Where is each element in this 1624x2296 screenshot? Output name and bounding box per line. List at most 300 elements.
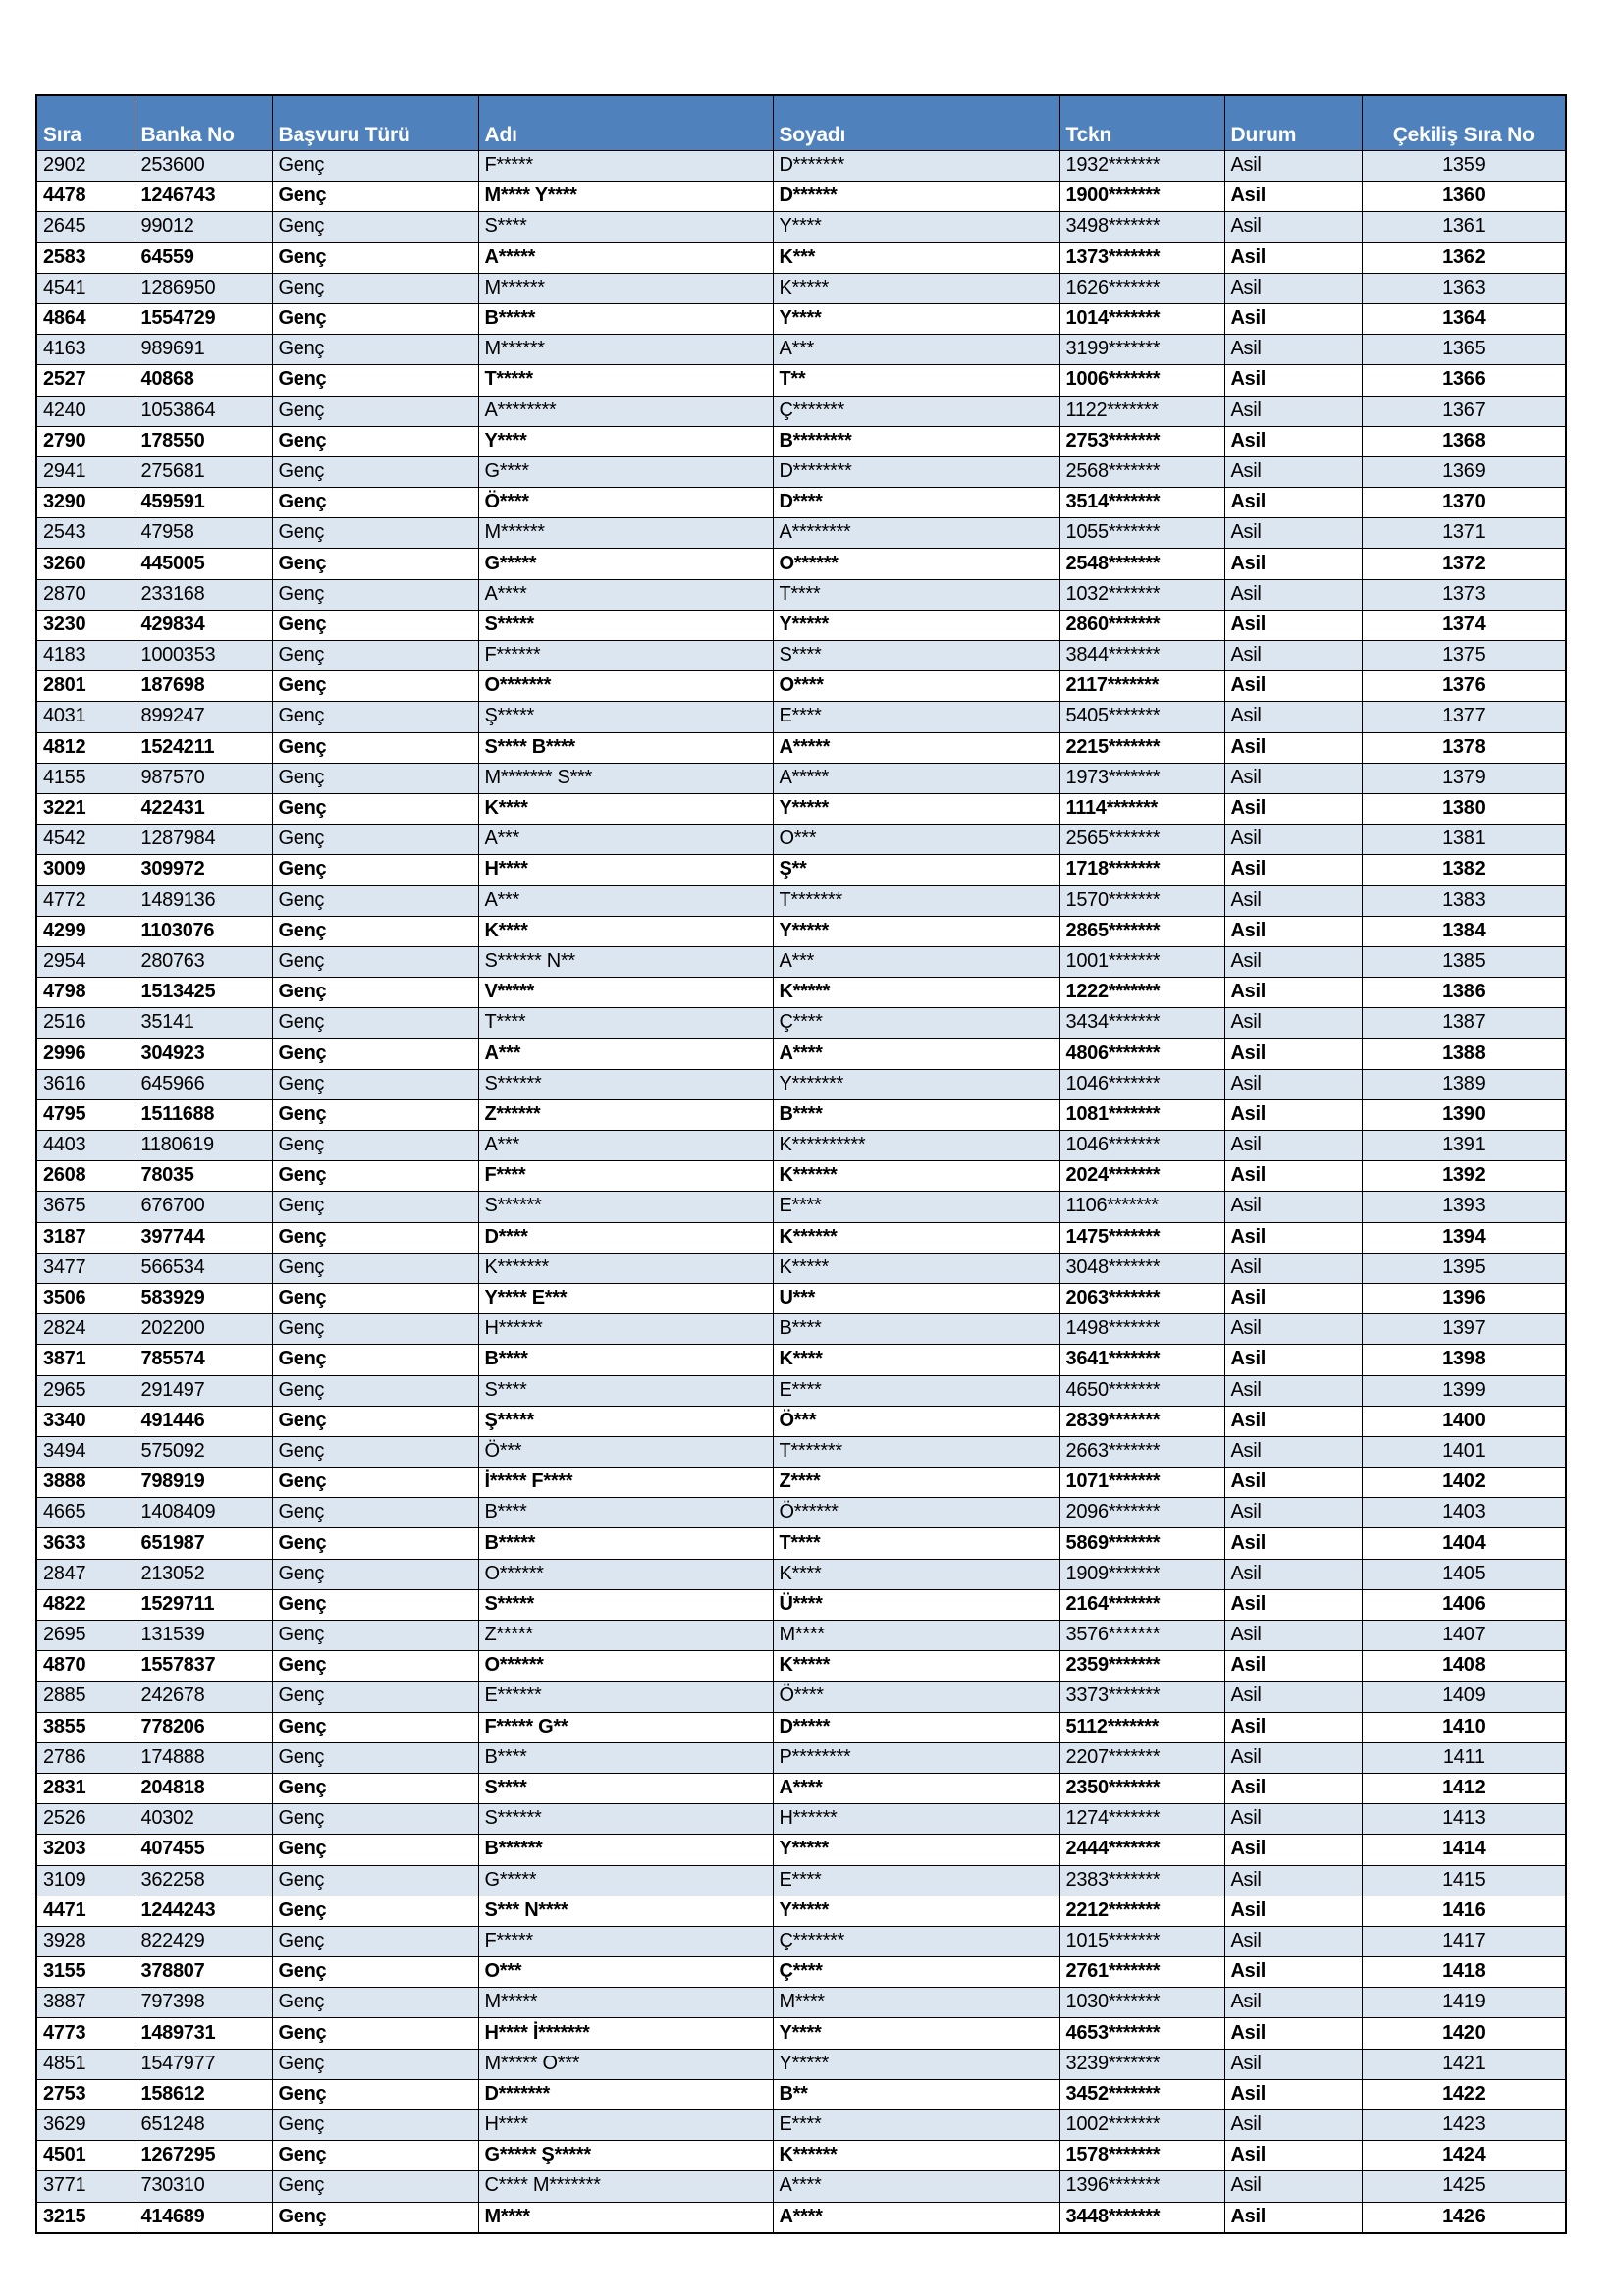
cell-durum: Asil bbox=[1224, 1835, 1362, 1865]
results-table bbox=[35, 94, 1567, 2234]
cell-soyadi: O****** bbox=[773, 549, 1059, 579]
cell-cekilis-sira-no: 1389 bbox=[1362, 1069, 1566, 1099]
cell-cekilis-sira-no: 1419 bbox=[1362, 1988, 1566, 2018]
cell-adi: B***** bbox=[478, 303, 773, 334]
cell-adi: F**** bbox=[478, 1161, 773, 1192]
cell-soyadi: D**** bbox=[773, 488, 1059, 518]
cell-adi: S***** bbox=[478, 1589, 773, 1620]
table-row[interactable] bbox=[36, 1835, 1566, 1865]
cell-durum: Asil bbox=[1224, 303, 1362, 334]
table-row[interactable] bbox=[36, 335, 1566, 365]
cell-cekilis-sira-no: 1381 bbox=[1362, 825, 1566, 855]
cell-tckn: 3239******* bbox=[1059, 2049, 1224, 2079]
cell-adi: C**** M******* bbox=[478, 2171, 773, 2202]
cell-durum: Asil bbox=[1224, 946, 1362, 977]
cell-adi: Ş***** bbox=[478, 702, 773, 732]
column-header-durum[interactable]: Durum bbox=[1224, 95, 1362, 151]
cell-sira: 4665 bbox=[36, 1498, 135, 1528]
table-row[interactable] bbox=[36, 1589, 1566, 1620]
cell-durum: Asil bbox=[1224, 365, 1362, 396]
cell-adi: G***** bbox=[478, 1865, 773, 1896]
cell-banka-no: 1244243 bbox=[135, 1896, 272, 1926]
table-row[interactable] bbox=[36, 1039, 1566, 1069]
cell-cekilis-sira-no: 1426 bbox=[1362, 2202, 1566, 2233]
cell-soyadi: Ö**** bbox=[773, 1682, 1059, 1712]
cell-banka-no: 575092 bbox=[135, 1436, 272, 1467]
cell-banka-no: 1524211 bbox=[135, 732, 272, 763]
cell-tckn: 1015******* bbox=[1059, 1926, 1224, 1956]
cell-sira: 2996 bbox=[36, 1039, 135, 1069]
table-row[interactable] bbox=[36, 1804, 1566, 1835]
cell-adi: F***** bbox=[478, 151, 773, 182]
cell-tckn: 1002******* bbox=[1059, 2110, 1224, 2141]
table-row[interactable] bbox=[36, 426, 1566, 456]
cell-basvuru-turu: Genç bbox=[272, 1099, 478, 1130]
cell-banka-no: 1287984 bbox=[135, 825, 272, 855]
table-row[interactable] bbox=[36, 2049, 1566, 2079]
table-row[interactable] bbox=[36, 2171, 1566, 2202]
cell-cekilis-sira-no: 1405 bbox=[1362, 1559, 1566, 1589]
cell-tckn: 2383******* bbox=[1059, 1865, 1224, 1896]
table-row[interactable] bbox=[36, 2079, 1566, 2109]
cell-tckn: 1396******* bbox=[1059, 2171, 1224, 2202]
cell-sira: 4773 bbox=[36, 2018, 135, 2049]
table-row[interactable] bbox=[36, 885, 1566, 916]
cell-adi: B****** bbox=[478, 1835, 773, 1865]
cell-basvuru-turu: Genç bbox=[272, 1069, 478, 1099]
cell-durum: Asil bbox=[1224, 456, 1362, 487]
cell-durum: Asil bbox=[1224, 825, 1362, 855]
cell-soyadi: M**** bbox=[773, 1621, 1059, 1651]
cell-durum: Asil bbox=[1224, 1865, 1362, 1896]
cell-sira: 2753 bbox=[36, 2079, 135, 2109]
cell-soyadi: Y******* bbox=[773, 1069, 1059, 1099]
table-row[interactable] bbox=[36, 273, 1566, 303]
cell-soyadi: D***** bbox=[773, 1712, 1059, 1742]
table-row[interactable] bbox=[36, 2202, 1566, 2233]
table-row[interactable] bbox=[36, 1069, 1566, 1099]
cell-soyadi: A***** bbox=[773, 763, 1059, 793]
cell-banka-no: 397744 bbox=[135, 1222, 272, 1253]
cell-soyadi: T******* bbox=[773, 885, 1059, 916]
cell-cekilis-sira-no: 1404 bbox=[1362, 1528, 1566, 1559]
cell-cekilis-sira-no: 1369 bbox=[1362, 456, 1566, 487]
cell-adi: F***** bbox=[478, 1926, 773, 1956]
table-row[interactable] bbox=[36, 1896, 1566, 1926]
cell-sira: 4155 bbox=[36, 763, 135, 793]
table-row[interactable] bbox=[36, 1926, 1566, 1956]
column-header-tckn[interactable]: Tckn bbox=[1059, 95, 1224, 151]
cell-adi: Ö**** bbox=[478, 488, 773, 518]
cell-tckn: 1932******* bbox=[1059, 151, 1224, 182]
cell-durum: Asil bbox=[1224, 1621, 1362, 1651]
table-row[interactable] bbox=[36, 1161, 1566, 1192]
cell-adi: S**** bbox=[478, 212, 773, 242]
table-row[interactable] bbox=[36, 610, 1566, 640]
cell-banka-no: 1053864 bbox=[135, 396, 272, 426]
cell-cekilis-sira-no: 1402 bbox=[1362, 1468, 1566, 1498]
cell-durum: Asil bbox=[1224, 2110, 1362, 2141]
cell-cekilis-sira-no: 1395 bbox=[1362, 1253, 1566, 1283]
cell-cekilis-sira-no: 1380 bbox=[1362, 793, 1566, 824]
table-row[interactable] bbox=[36, 1742, 1566, 1773]
cell-banka-no: 407455 bbox=[135, 1835, 272, 1865]
cell-adi: M***** O*** bbox=[478, 2049, 773, 2079]
cell-adi: B***** bbox=[478, 1528, 773, 1559]
cell-sira: 4471 bbox=[36, 1896, 135, 1926]
cell-adi: F***** G** bbox=[478, 1712, 773, 1742]
cell-adi: H****** bbox=[478, 1314, 773, 1345]
cell-soyadi: K*** bbox=[773, 242, 1059, 273]
cell-durum: Asil bbox=[1224, 396, 1362, 426]
cell-basvuru-turu: Genç bbox=[272, 1345, 478, 1375]
cell-cekilis-sira-no: 1366 bbox=[1362, 365, 1566, 396]
column-header-cekilis-sira-no[interactable]: Çekiliş Sıra No bbox=[1362, 95, 1566, 151]
cell-sira: 3109 bbox=[36, 1865, 135, 1896]
cell-soyadi: K****** bbox=[773, 2141, 1059, 2171]
cell-cekilis-sira-no: 1372 bbox=[1362, 549, 1566, 579]
column-header-basvuru-turu[interactable]: Başvuru Türü bbox=[272, 95, 478, 151]
cell-tckn: 2096******* bbox=[1059, 1498, 1224, 1528]
table-row[interactable] bbox=[36, 1773, 1566, 1803]
cell-basvuru-turu: Genç bbox=[272, 1253, 478, 1283]
cell-cekilis-sira-no: 1410 bbox=[1362, 1712, 1566, 1742]
cell-tckn: 5869******* bbox=[1059, 1528, 1224, 1559]
table-row[interactable] bbox=[36, 671, 1566, 702]
cell-tckn: 2117******* bbox=[1059, 671, 1224, 702]
table-row[interactable] bbox=[36, 1192, 1566, 1222]
cell-sira: 3215 bbox=[36, 2202, 135, 2233]
cell-basvuru-turu: Genç bbox=[272, 1314, 478, 1345]
table-row[interactable] bbox=[36, 1712, 1566, 1742]
cell-banka-no: 1286950 bbox=[135, 273, 272, 303]
cell-cekilis-sira-no: 1375 bbox=[1362, 641, 1566, 671]
cell-banka-no: 1554729 bbox=[135, 303, 272, 334]
cell-tckn: 3373******* bbox=[1059, 1682, 1224, 1712]
cell-soyadi: K***** bbox=[773, 1651, 1059, 1682]
cell-banka-no: 280763 bbox=[135, 946, 272, 977]
cell-durum: Asil bbox=[1224, 1039, 1362, 1069]
cell-tckn: 1046******* bbox=[1059, 1069, 1224, 1099]
table-row[interactable] bbox=[36, 1988, 1566, 2018]
table-row[interactable] bbox=[36, 456, 1566, 487]
cell-basvuru-turu: Genç bbox=[272, 1161, 478, 1192]
cell-durum: Asil bbox=[1224, 1804, 1362, 1835]
cell-soyadi: A**** bbox=[773, 2202, 1059, 2233]
cell-basvuru-turu: Genç bbox=[272, 1468, 478, 1498]
cell-sira: 4478 bbox=[36, 182, 135, 212]
cell-banka-no: 414689 bbox=[135, 2202, 272, 2233]
cell-tckn: 1114******* bbox=[1059, 793, 1224, 824]
table-row[interactable] bbox=[36, 1682, 1566, 1712]
cell-cekilis-sira-no: 1394 bbox=[1362, 1222, 1566, 1253]
cell-adi: İ***** F**** bbox=[478, 1468, 773, 1498]
table-row[interactable] bbox=[36, 242, 1566, 273]
cell-basvuru-turu: Genç bbox=[272, 579, 478, 610]
table-row[interactable] bbox=[36, 365, 1566, 396]
cell-basvuru-turu: Genç bbox=[272, 396, 478, 426]
cell-durum: Asil bbox=[1224, 2141, 1362, 2171]
cell-soyadi: Ç******* bbox=[773, 396, 1059, 426]
cell-sira: 2885 bbox=[36, 1682, 135, 1712]
cell-basvuru-turu: Genç bbox=[272, 1375, 478, 1406]
cell-soyadi: K****** bbox=[773, 1161, 1059, 1192]
cell-tckn: 2753******* bbox=[1059, 426, 1224, 456]
cell-cekilis-sira-no: 1364 bbox=[1362, 303, 1566, 334]
cell-tckn: 2024******* bbox=[1059, 1161, 1224, 1192]
cell-banka-no: 989691 bbox=[135, 335, 272, 365]
cell-tckn: 1014******* bbox=[1059, 303, 1224, 334]
cell-sira: 2847 bbox=[36, 1559, 135, 1589]
cell-basvuru-turu: Genç bbox=[272, 885, 478, 916]
table-row[interactable] bbox=[36, 641, 1566, 671]
cell-cekilis-sira-no: 1390 bbox=[1362, 1099, 1566, 1130]
table-row[interactable] bbox=[36, 916, 1566, 946]
cell-banka-no: 233168 bbox=[135, 579, 272, 610]
cell-sira: 3616 bbox=[36, 1069, 135, 1099]
cell-cekilis-sira-no: 1423 bbox=[1362, 2110, 1566, 2141]
cell-tckn: 2548******* bbox=[1059, 549, 1224, 579]
cell-durum: Asil bbox=[1224, 1345, 1362, 1375]
table-row[interactable] bbox=[36, 1375, 1566, 1406]
table-row[interactable] bbox=[36, 1283, 1566, 1313]
cell-basvuru-turu: Genç bbox=[272, 456, 478, 487]
cell-banka-no: 1267295 bbox=[135, 2141, 272, 2171]
table-row[interactable] bbox=[36, 793, 1566, 824]
table-row[interactable] bbox=[36, 1406, 1566, 1436]
cell-tckn: 2164******* bbox=[1059, 1589, 1224, 1620]
cell-sira: 2790 bbox=[36, 426, 135, 456]
cell-tckn: 2761******* bbox=[1059, 1957, 1224, 1988]
cell-cekilis-sira-no: 1387 bbox=[1362, 1008, 1566, 1039]
table-row[interactable] bbox=[36, 549, 1566, 579]
cell-durum: Asil bbox=[1224, 885, 1362, 916]
table-row[interactable] bbox=[36, 518, 1566, 549]
cell-adi: O****** bbox=[478, 1559, 773, 1589]
cell-adi: G**** bbox=[478, 456, 773, 487]
table-row[interactable] bbox=[36, 1957, 1566, 1988]
cell-basvuru-turu: Genç bbox=[272, 763, 478, 793]
cell-sira: 2526 bbox=[36, 1804, 135, 1835]
cell-banka-no: 304923 bbox=[135, 1039, 272, 1069]
column-header-sira[interactable]: Sıra bbox=[36, 95, 135, 151]
cell-basvuru-turu: Genç bbox=[272, 1131, 478, 1161]
table-row[interactable] bbox=[36, 1498, 1566, 1528]
cell-banka-no: 1000353 bbox=[135, 641, 272, 671]
cell-banka-no: 1489731 bbox=[135, 2018, 272, 2049]
table-row[interactable] bbox=[36, 1528, 1566, 1559]
cell-banka-no: 778206 bbox=[135, 1712, 272, 1742]
cell-cekilis-sira-no: 1367 bbox=[1362, 396, 1566, 426]
table-body bbox=[36, 151, 1566, 2233]
cell-banka-no: 40868 bbox=[135, 365, 272, 396]
table-row[interactable] bbox=[36, 1253, 1566, 1283]
table-row[interactable] bbox=[36, 732, 1566, 763]
table-row[interactable] bbox=[36, 1559, 1566, 1589]
cell-tckn: 3434******* bbox=[1059, 1008, 1224, 1039]
table-row[interactable] bbox=[36, 1865, 1566, 1896]
cell-durum: Asil bbox=[1224, 1222, 1362, 1253]
cell-durum: Asil bbox=[1224, 1988, 1362, 2018]
table-row[interactable] bbox=[36, 702, 1566, 732]
cell-basvuru-turu: Genç bbox=[272, 1957, 478, 1988]
cell-adi: K******* bbox=[478, 1253, 773, 1283]
table-row[interactable] bbox=[36, 763, 1566, 793]
cell-basvuru-turu: Genç bbox=[272, 610, 478, 640]
cell-durum: Asil bbox=[1224, 702, 1362, 732]
cell-tckn: 4653******* bbox=[1059, 2018, 1224, 2049]
table-row[interactable] bbox=[36, 946, 1566, 977]
cell-basvuru-turu: Genç bbox=[272, 732, 478, 763]
cell-banka-no: 676700 bbox=[135, 1192, 272, 1222]
cell-banka-no: 491446 bbox=[135, 1406, 272, 1436]
cell-soyadi: Y**** bbox=[773, 2018, 1059, 2049]
cell-banka-no: 378807 bbox=[135, 1957, 272, 1988]
cell-durum: Asil bbox=[1224, 641, 1362, 671]
cell-soyadi: T******* bbox=[773, 1436, 1059, 1467]
cell-banka-no: 242678 bbox=[135, 1682, 272, 1712]
table-row[interactable] bbox=[36, 1436, 1566, 1467]
cell-adi: A***** bbox=[478, 242, 773, 273]
cell-tckn: 1274******* bbox=[1059, 1804, 1224, 1835]
cell-sira: 2786 bbox=[36, 1742, 135, 1773]
cell-tckn: 3448******* bbox=[1059, 2202, 1224, 2233]
cell-cekilis-sira-no: 1360 bbox=[1362, 182, 1566, 212]
cell-basvuru-turu: Genç bbox=[272, 641, 478, 671]
cell-tckn: 3514******* bbox=[1059, 488, 1224, 518]
cell-durum: Asil bbox=[1224, 1406, 1362, 1436]
cell-tckn: 2663******* bbox=[1059, 1436, 1224, 1467]
cell-banka-no: 174888 bbox=[135, 1742, 272, 1773]
cell-tckn: 3498******* bbox=[1059, 212, 1224, 242]
cell-adi: S**** B**** bbox=[478, 732, 773, 763]
cell-sira: 4403 bbox=[36, 1131, 135, 1161]
table-row[interactable] bbox=[36, 1099, 1566, 1130]
cell-cekilis-sira-no: 1399 bbox=[1362, 1375, 1566, 1406]
cell-banka-no: 204818 bbox=[135, 1773, 272, 1803]
table-row[interactable] bbox=[36, 1468, 1566, 1498]
cell-basvuru-turu: Genç bbox=[272, 1988, 478, 2018]
cell-basvuru-turu: Genç bbox=[272, 978, 478, 1008]
table-row[interactable] bbox=[36, 855, 1566, 885]
column-header-banka-no[interactable]: Banka No bbox=[135, 95, 272, 151]
cell-adi: M***** bbox=[478, 1988, 773, 2018]
cell-adi: S**** bbox=[478, 1773, 773, 1803]
cell-soyadi: E**** bbox=[773, 2110, 1059, 2141]
cell-basvuru-turu: Genç bbox=[272, 1621, 478, 1651]
cell-tckn: 2063******* bbox=[1059, 1283, 1224, 1313]
table-row[interactable] bbox=[36, 182, 1566, 212]
table-row[interactable] bbox=[36, 2018, 1566, 2049]
cell-basvuru-turu: Genç bbox=[272, 151, 478, 182]
table-row[interactable] bbox=[36, 1314, 1566, 1345]
cell-soyadi: U*** bbox=[773, 1283, 1059, 1313]
cell-banka-no: 131539 bbox=[135, 1621, 272, 1651]
cell-cekilis-sira-no: 1373 bbox=[1362, 579, 1566, 610]
cell-banka-no: 798919 bbox=[135, 1468, 272, 1498]
cell-basvuru-turu: Genç bbox=[272, 1589, 478, 1620]
cell-adi: H**** bbox=[478, 855, 773, 885]
cell-basvuru-turu: Genç bbox=[272, 1865, 478, 1896]
cell-durum: Asil bbox=[1224, 182, 1362, 212]
cell-banka-no: 158612 bbox=[135, 2079, 272, 2109]
cell-durum: Asil bbox=[1224, 1498, 1362, 1528]
table-row[interactable] bbox=[36, 825, 1566, 855]
cell-adi: T***** bbox=[478, 365, 773, 396]
table-row[interactable] bbox=[36, 396, 1566, 426]
table-row[interactable] bbox=[36, 1222, 1566, 1253]
table-row[interactable] bbox=[36, 579, 1566, 610]
cell-basvuru-turu: Genç bbox=[272, 946, 478, 977]
table-row[interactable] bbox=[36, 1008, 1566, 1039]
cell-banka-no: 1408409 bbox=[135, 1498, 272, 1528]
table-row[interactable] bbox=[36, 1131, 1566, 1161]
cell-banka-no: 253600 bbox=[135, 151, 272, 182]
cell-cekilis-sira-no: 1386 bbox=[1362, 978, 1566, 1008]
table-row[interactable] bbox=[36, 1651, 1566, 1682]
cell-sira: 4795 bbox=[36, 1099, 135, 1130]
cell-adi: Ş***** bbox=[478, 1406, 773, 1436]
cell-adi: T**** bbox=[478, 1008, 773, 1039]
table-row[interactable] bbox=[36, 1621, 1566, 1651]
cell-basvuru-turu: Genç bbox=[272, 825, 478, 855]
table-row[interactable] bbox=[36, 978, 1566, 1008]
cell-soyadi: A**** bbox=[773, 1039, 1059, 1069]
cell-sira: 2941 bbox=[36, 456, 135, 487]
cell-sira: 4851 bbox=[36, 2049, 135, 2079]
cell-basvuru-turu: Genç bbox=[272, 2110, 478, 2141]
cell-cekilis-sira-no: 1393 bbox=[1362, 1192, 1566, 1222]
cell-durum: Asil bbox=[1224, 793, 1362, 824]
table-row[interactable] bbox=[36, 1345, 1566, 1375]
cell-tckn: 2215******* bbox=[1059, 732, 1224, 763]
cell-soyadi: A**** bbox=[773, 1773, 1059, 1803]
cell-cekilis-sira-no: 1392 bbox=[1362, 1161, 1566, 1192]
cell-sira: 3633 bbox=[36, 1528, 135, 1559]
cell-adi: B**** bbox=[478, 1498, 773, 1528]
cell-basvuru-turu: Genç bbox=[272, 1896, 478, 1926]
cell-cekilis-sira-no: 1368 bbox=[1362, 426, 1566, 456]
cell-tckn: 1081******* bbox=[1059, 1099, 1224, 1130]
cell-sira: 4870 bbox=[36, 1651, 135, 1682]
table-row[interactable] bbox=[36, 2110, 1566, 2141]
table-row[interactable] bbox=[36, 2141, 1566, 2171]
column-header-soyadi[interactable]: Soyadı bbox=[773, 95, 1059, 151]
table-row[interactable] bbox=[36, 212, 1566, 242]
table-row[interactable] bbox=[36, 151, 1566, 182]
cell-banka-no: 899247 bbox=[135, 702, 272, 732]
cell-basvuru-turu: Genç bbox=[272, 1804, 478, 1835]
cell-durum: Asil bbox=[1224, 335, 1362, 365]
cell-sira: 3477 bbox=[36, 1253, 135, 1283]
cell-cekilis-sira-no: 1382 bbox=[1362, 855, 1566, 885]
cell-adi: A*** bbox=[478, 1039, 773, 1069]
cell-cekilis-sira-no: 1359 bbox=[1362, 151, 1566, 182]
cell-sira: 3009 bbox=[36, 855, 135, 885]
cell-soyadi: A*** bbox=[773, 946, 1059, 977]
cell-soyadi: K***** bbox=[773, 978, 1059, 1008]
cell-adi: S****** bbox=[478, 1804, 773, 1835]
cell-soyadi: K********** bbox=[773, 1131, 1059, 1161]
column-header-adi[interactable]: Adı bbox=[478, 95, 773, 151]
table-row[interactable] bbox=[36, 303, 1566, 334]
cell-banka-no: 566534 bbox=[135, 1253, 272, 1283]
cell-banka-no: 445005 bbox=[135, 549, 272, 579]
cell-durum: Asil bbox=[1224, 1008, 1362, 1039]
table-row[interactable] bbox=[36, 488, 1566, 518]
cell-basvuru-turu: Genç bbox=[272, 1773, 478, 1803]
cell-sira: 2527 bbox=[36, 365, 135, 396]
